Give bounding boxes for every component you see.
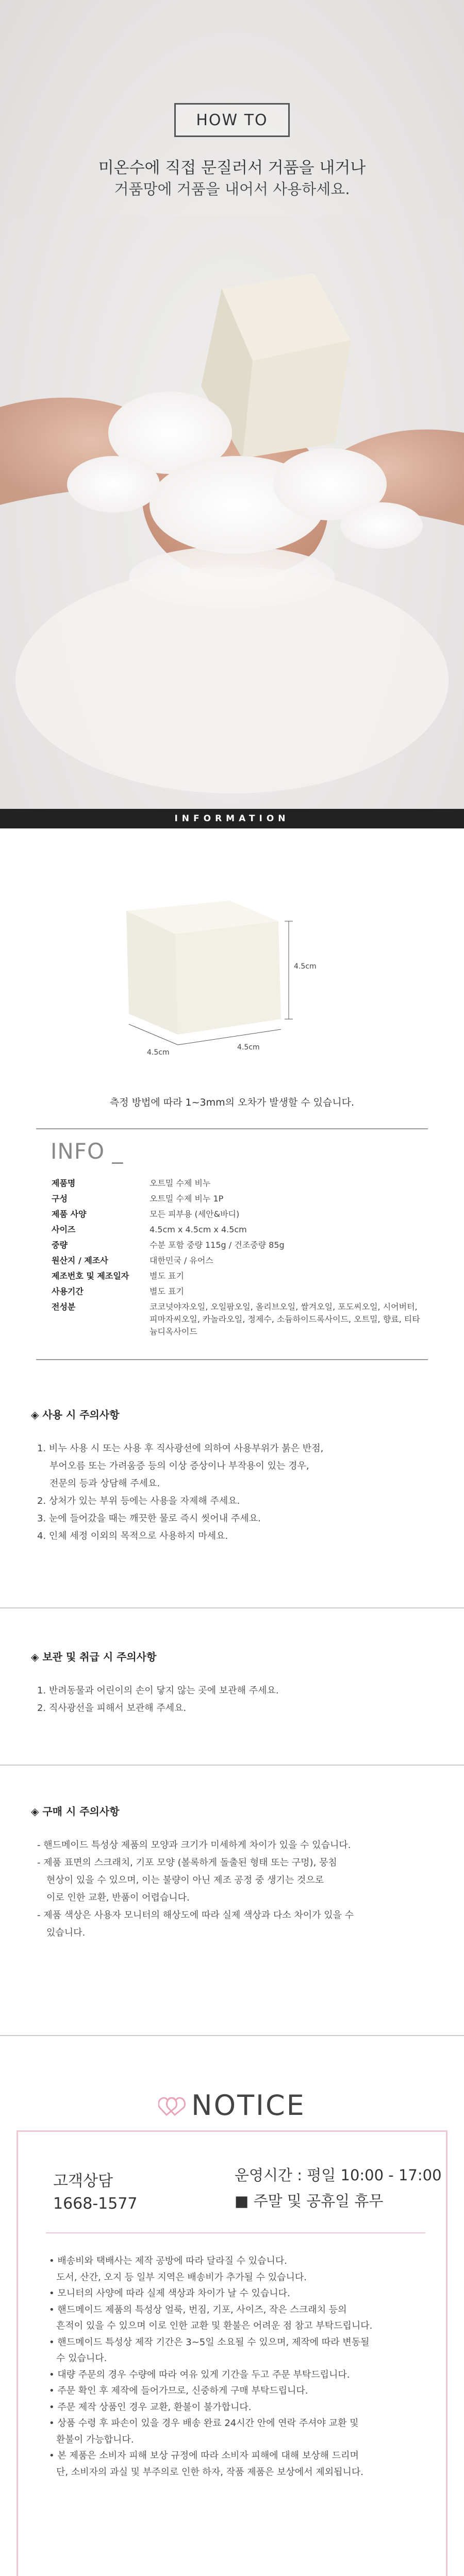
- caution-storage-section: [31, 1649, 433, 1717]
- list-item: • 대량 주문의 경우 수량에 따라 여유 있게 기간을 두고 주문 부탁드립니다.: [49, 2369, 350, 2380]
- table-row: [52, 1207, 423, 1222]
- list-item: 있습니다.: [46, 1927, 86, 1938]
- divider: [46, 2232, 425, 2233]
- dimension-right-label: 4.5cm: [237, 1043, 260, 1052]
- list-item: • 모니터의 사양에 따라 실제 색상과 차이가 날 수 있습니다.: [49, 2288, 290, 2299]
- list-item: 3. 눈에 들어갔을 때는 깨끗한 물로 즉시 씻어내 주세요.: [37, 1513, 261, 1524]
- caution-use-section: [31, 1406, 433, 1545]
- list-item: - 제품 표면의 스크래치, 기포 모양 (볼록하게 돌출된 형태 또는 구멍), 뭉침: [37, 1857, 337, 1868]
- info-key: 사용기간: [52, 1286, 84, 1296]
- info-key: 제조번호 및 제조일자: [52, 1271, 129, 1281]
- dimension-left-label: 4.5cm: [147, 1048, 170, 1057]
- table-row: [52, 1238, 423, 1253]
- info-title: INFO _: [51, 1139, 124, 1164]
- operating-hours: 운영시간 : 평일 10:00 - 17:00: [235, 2166, 442, 2184]
- info-value: 대한민국 / 유어스: [150, 1256, 213, 1265]
- list-item: 2. 상처가 있는 부위 등에는 사용을 자제해 주세요.: [37, 1496, 240, 1506]
- divider: [0, 2035, 464, 2036]
- divider: [0, 1765, 464, 1766]
- list-item: 1. 반려동물과 어린이의 손이 닿지 않는 곳에 보관해 주세요.: [37, 1685, 279, 1696]
- table-row: [52, 1299, 423, 1340]
- list-item: • 배송비와 택배사는 제작 공방에 따라 달라질 수 있습니다.: [49, 2256, 288, 2266]
- notice-header: [0, 2089, 464, 2122]
- list-item: 4. 인체 세정 이외의 목적으로 사용하지 마세요.: [37, 1531, 228, 1541]
- list-item: • 핸드메이드 특성상 제작 기간은 3~5일 소요될 수 있으며, 제작에 따라 변동될: [49, 2336, 370, 2348]
- howto-instruction-line1: 미온수에 직접 문질러서 거품을 내거나: [98, 159, 366, 177]
- list-item: • 핸드메이드 제품의 특성상 얼룩, 번짐, 기포, 사이즈, 작은 스크래치 등의: [49, 2304, 347, 2315]
- caution-purchase-title: ◈ 구매 시 주의사항: [31, 1805, 120, 1818]
- howto-instruction-line2: 거품망에 거품을 내어서 사용하세요.: [114, 180, 350, 198]
- info-value: 별도 표기: [150, 1286, 184, 1296]
- list-item: 단, 소비자의 과실 및 부주의로 인한 하자, 작품 제품은 보상에서 제외됩니다.: [56, 2466, 364, 2478]
- caution-use-list: [31, 1440, 433, 1545]
- info-key: 전성분: [52, 1302, 76, 1312]
- list-item: 도서, 산간, 오지 등 일부 지역은 배송비가 추가될 수 있습니다.: [56, 2272, 307, 2283]
- double-heart-icon: [158, 2094, 186, 2117]
- list-item: 이로 인한 교환, 반품이 어렵습니다.: [46, 1892, 190, 1903]
- customer-service-phone[interactable]: 1668-1577: [53, 2195, 138, 2213]
- notice-title: NOTICE: [191, 2089, 306, 2122]
- table-row: [52, 1191, 423, 1207]
- table-row: [52, 1253, 423, 1268]
- list-item: 2. 직사광선을 피해서 보관해 주세요.: [37, 1703, 187, 1714]
- list-item: 1. 비누 사용 시 또는 사용 후 직사광선에 의하여 사용부위가 붉은 반점,: [37, 1443, 324, 1454]
- list-item: • 주문 제작 상품인 경우 교환, 환불이 불가합니다.: [49, 2401, 252, 2413]
- caution-purchase-section: [31, 1803, 433, 1942]
- info-value: 오트밀 수제 비누 1P: [150, 1194, 224, 1204]
- dimension-height-label: 4.5cm: [294, 962, 317, 971]
- info-key: 구성: [52, 1194, 68, 1204]
- info-key: 원산지 / 제조사: [52, 1256, 108, 1265]
- list-item: 부어오름 또는 가려움증 등의 이상 증상이나 부작용이 있는 경우,: [49, 1461, 309, 1471]
- list-item: • 주문 확인 후 제작에 들어가므로, 신중하게 구매 부탁드립니다.: [49, 2385, 308, 2396]
- info-value: 별도 표기: [150, 1271, 184, 1281]
- table-row: [52, 1284, 423, 1299]
- divider: [0, 1607, 464, 1608]
- measure-note: 측정 방법에 따라 1~3mm의 오차가 발생할 수 있습니다.: [109, 1097, 355, 1108]
- info-key: 제품명: [52, 1178, 76, 1188]
- hands-lathering-soap-image: [0, 216, 464, 809]
- list-item: 환불이 가능합니다.: [56, 2434, 134, 2445]
- information-bar: INFORMATION: [0, 809, 464, 828]
- customer-service-label: 고객상담: [53, 2172, 113, 2190]
- howto-label: HOW TO: [174, 103, 290, 137]
- list-item: 전문의 등과 상담해 주세요.: [49, 1478, 160, 1489]
- list-item: • 본 제품은 소비자 피해 보상 규정에 따라 소비자 피해에 대해 보상해 드리며: [49, 2450, 359, 2461]
- list-item: 현상이 있을 수 있으며, 이는 불량이 아닌 제조 공정 중 생기는 것으로: [46, 1875, 324, 1886]
- holiday-note: ■ 주말 및 공휴일 휴무: [235, 2192, 384, 2210]
- notice-list: [49, 2253, 430, 2480]
- list-item: • 상품 수령 후 파손이 있을 경우 배송 완료 24시간 안에 연락 주셔야 교환 및: [49, 2418, 359, 2429]
- table-row: [52, 1268, 423, 1284]
- list-item: 수 있습니다.: [56, 2353, 107, 2364]
- info-value: 모든 피부용 (세안&바디): [150, 1209, 240, 1219]
- table-row: [52, 1222, 423, 1238]
- info-value: 오트밀 수제 비누: [150, 1178, 211, 1188]
- notice-box: [16, 2130, 448, 2576]
- caution-storage-list: [31, 1682, 433, 1717]
- caution-purchase-list: [31, 1837, 433, 1942]
- info-table: [52, 1176, 423, 1340]
- product-cube-image: [0, 828, 464, 1096]
- howto-section: [0, 0, 464, 809]
- list-item: - 핸드메이드 특성상 제품의 모양과 크기가 미세하게 차이가 있을 수 있습니다.: [37, 1840, 351, 1851]
- info-value: 코코넛야자오일, 오일팜오일, 올리브오일, 쌀겨오일, 포도씨오일, 시어버터, 피마자씨오일, 카놀라오일, 정제수, 소듐하이드록사이드, 오트밀, 향료, 티타늄디옥사이드: [150, 1302, 420, 1336]
- info-key: 제품 사양: [52, 1209, 87, 1219]
- caution-storage-title: ◈ 보관 및 취급 시 주의사항: [31, 1651, 157, 1663]
- list-item: 흔적이 있을 수 있으며 이로 인한 교환 및 환불은 어려운 점 참고 부탁드립니다.: [56, 2320, 373, 2331]
- info-key: 사이즈: [52, 1225, 76, 1234]
- list-item: - 제품 색상은 사용자 모니터의 해상도에 따라 실제 색상과 다소 차이가 있을 수: [37, 1910, 354, 1921]
- caution-use-title: ◈ 사용 시 주의사항: [31, 1409, 120, 1421]
- table-row: [52, 1176, 423, 1191]
- info-box: [36, 1128, 428, 1360]
- info-value: 수분 포함 중량 115g / 건조중량 85g: [150, 1240, 285, 1250]
- info-value: 4.5cm x 4.5cm x 4.5cm: [150, 1225, 247, 1234]
- info-key: 중량: [52, 1240, 68, 1250]
